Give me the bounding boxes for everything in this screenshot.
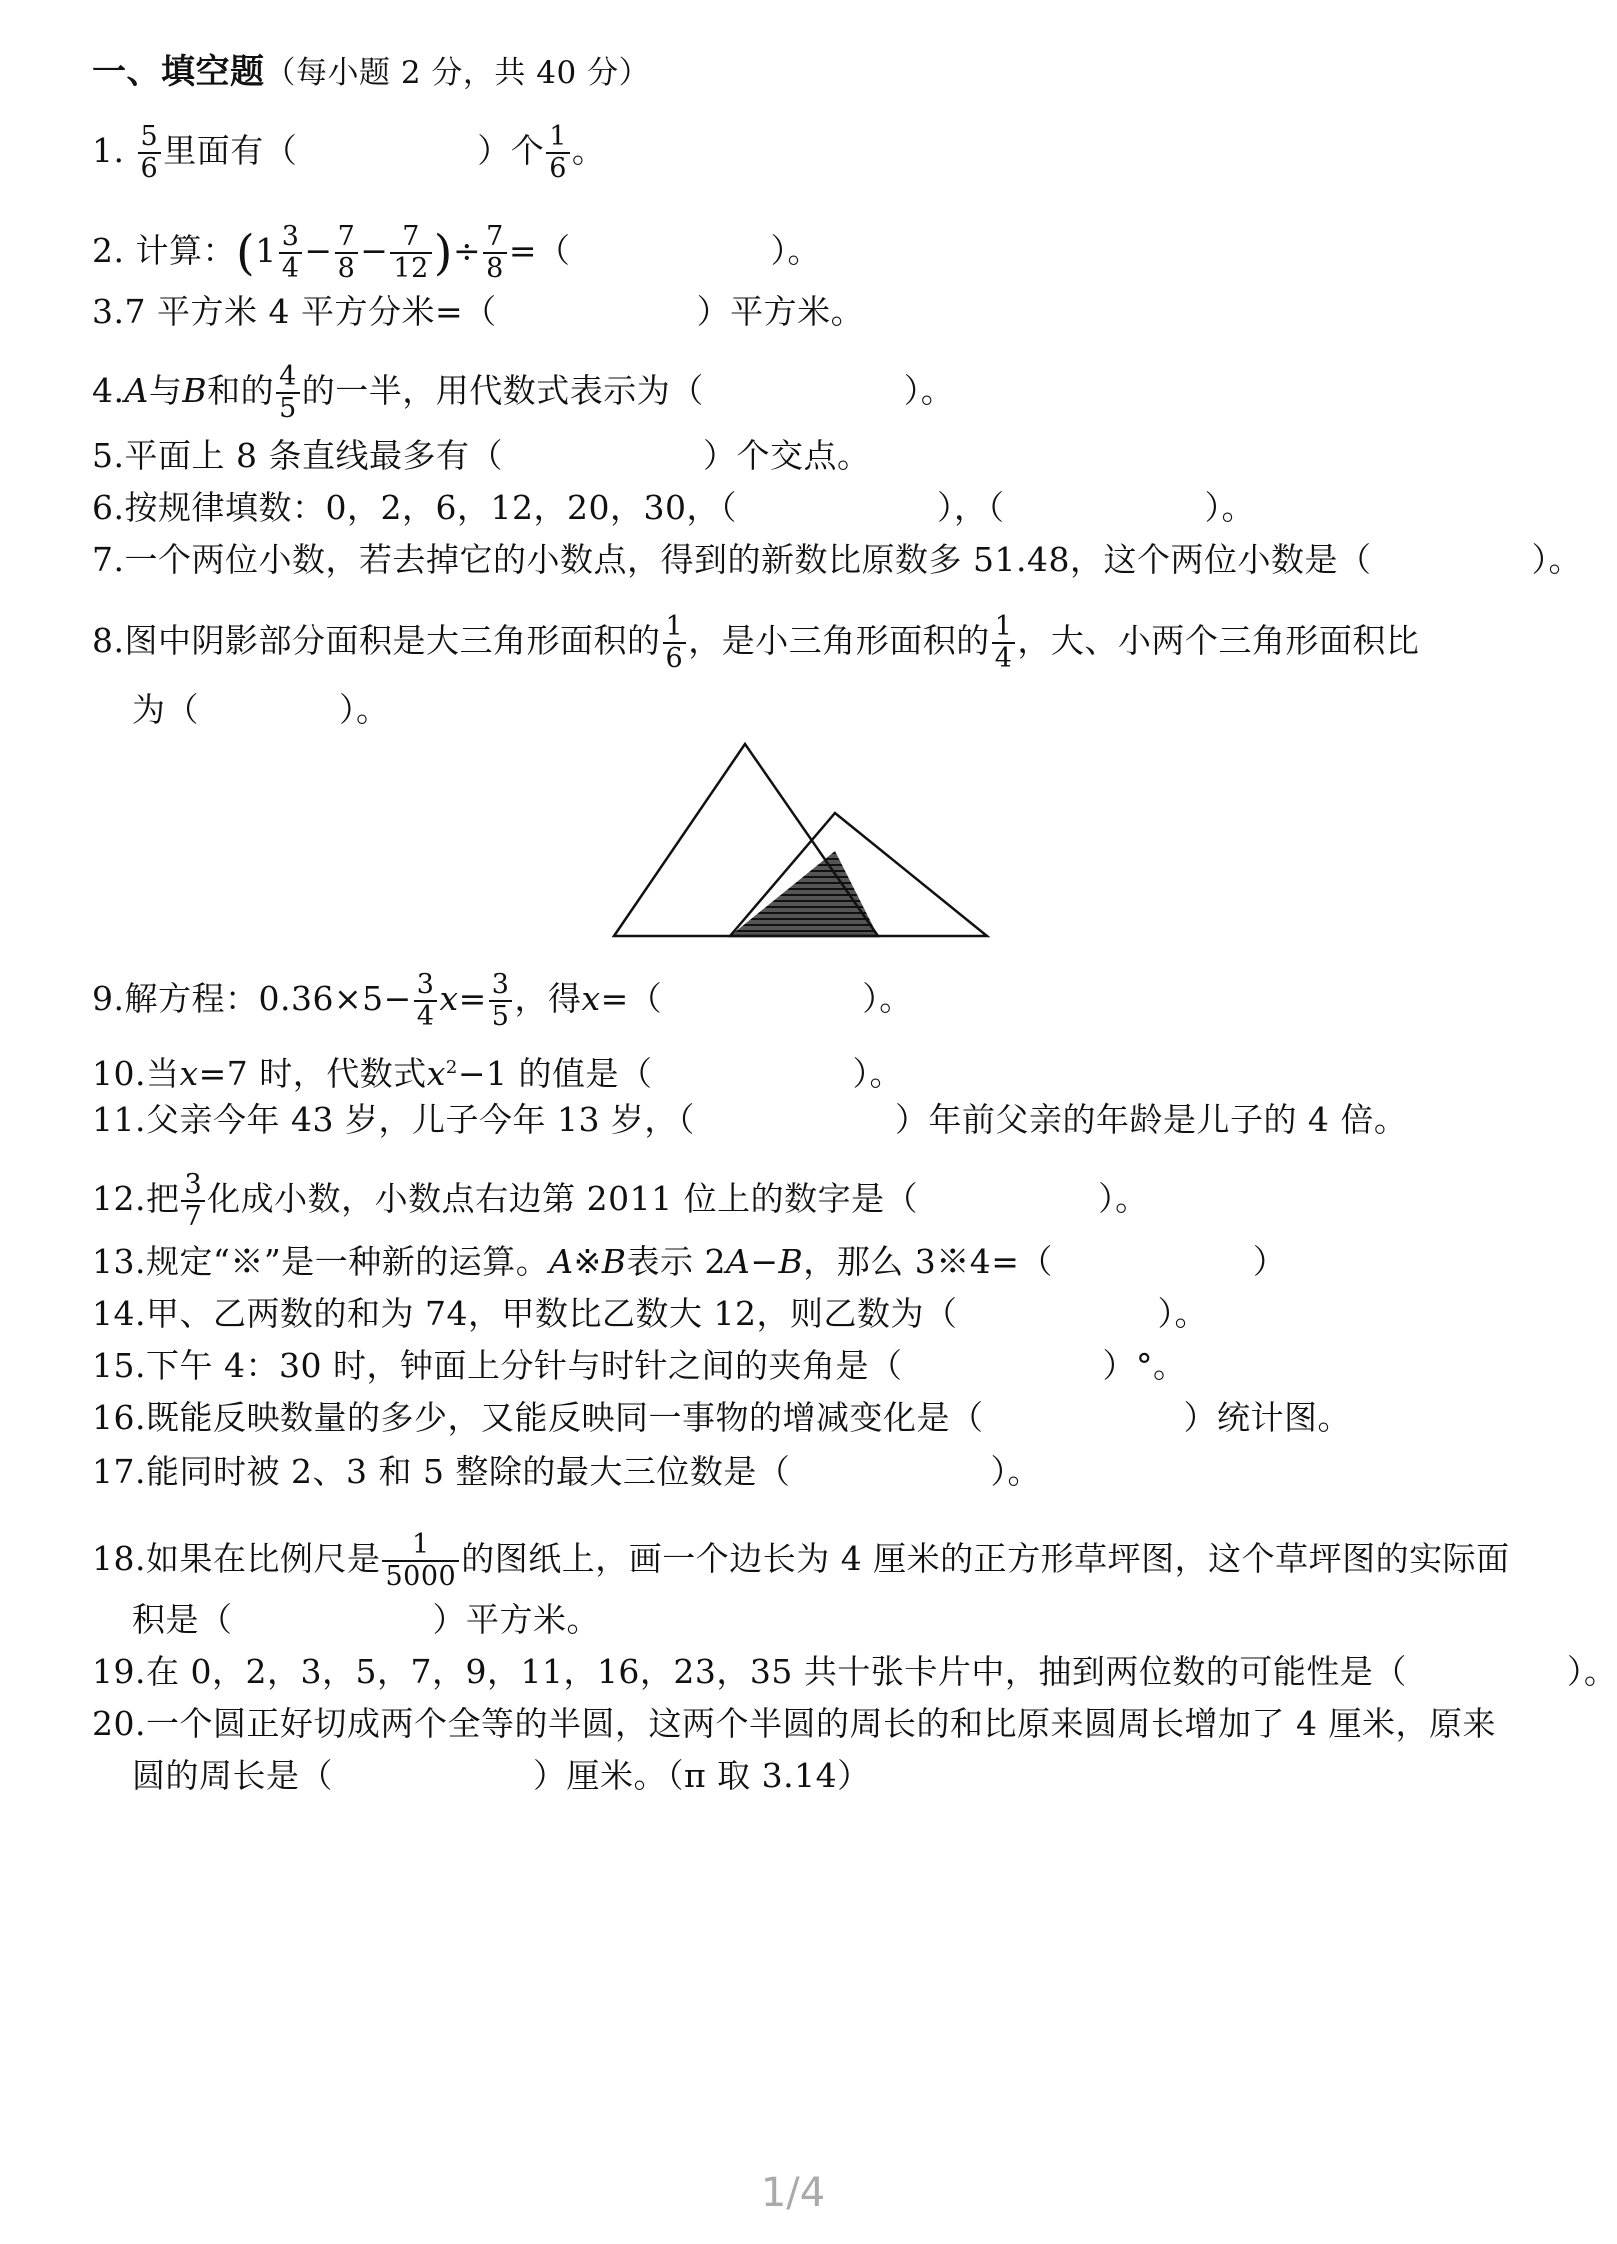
question-text: ※ — [573, 1242, 602, 1281]
question-text: ）°。 — [1102, 1346, 1187, 1385]
question-text: ）。 — [770, 231, 822, 270]
fraction: $\frac{1}{5000}$ — [382, 1530, 459, 1592]
question-8 — [92, 612, 1419, 674]
question-text: 能同时被 2、3 和 5 整除的最大三位数是（ — [145, 1452, 791, 1491]
operator: ÷ — [453, 231, 482, 270]
shaded-region — [730, 851, 878, 936]
question-8-continued — [132, 690, 390, 730]
question-number: 14. — [92, 1294, 146, 1333]
question-number: 19. — [92, 1652, 146, 1691]
question-3 — [92, 292, 864, 332]
triangles-figure — [612, 736, 992, 946]
question-17 — [92, 1452, 1041, 1492]
question-text: 里面有（ — [163, 131, 298, 170]
question-12 — [92, 1170, 1149, 1232]
question-number: 1. — [92, 131, 125, 170]
question-4 — [92, 362, 954, 424]
question-text: ）。 — [1204, 488, 1255, 527]
question-text: 。 — [571, 131, 606, 170]
question-text: ）。 — [990, 1452, 1041, 1491]
question-number: 9. — [92, 979, 125, 1018]
variable: B — [601, 1242, 627, 1281]
question-text: 表示 2 — [626, 1242, 726, 1281]
question-text: ） — [1252, 1242, 1287, 1281]
question-text: 和的 — [207, 371, 275, 410]
question-text: 父亲今年 43 岁，儿子今年 13 岁，（ — [145, 1100, 695, 1139]
question-text: 一个圆正好切成两个全等的半圆，这两个半圆的周长的和比原来圆周长增加了 4 厘米，原来 — [145, 1704, 1496, 1743]
question-20 — [92, 1704, 1496, 1744]
question-text: ）。 — [903, 371, 955, 410]
question-6 — [92, 488, 1255, 528]
question-text: 在 0，2，3，5，7，9，11，16，23，35 共十张卡片中，抽到两位数的可能性是（ — [145, 1652, 1407, 1691]
question-text: 7 平方米 4 平方分米=（ — [124, 292, 497, 331]
variable: B — [182, 371, 208, 410]
question-15 — [92, 1346, 1186, 1386]
question-20-continued — [132, 1756, 871, 1796]
question-text: ，得 — [514, 979, 582, 1018]
question-text: ）平方米。 — [432, 1600, 600, 1639]
question-18 — [92, 1530, 1510, 1592]
fraction: $\frac{7}{8}$ — [483, 222, 507, 284]
fraction: $\frac{5}{6}$ — [138, 122, 162, 184]
question-number: 8. — [92, 621, 125, 660]
question-10 — [92, 1048, 903, 1094]
question-text: 的图纸上，画一个边长为 4 厘米的正方形草坪图，这个草坪图的实际面 — [461, 1539, 1510, 1578]
fraction: $\frac{1}{4}$ — [992, 612, 1016, 674]
question-number: 16. — [92, 1398, 146, 1437]
question-text: ）。 — [1157, 1294, 1208, 1333]
question-number: 20. — [92, 1704, 146, 1743]
question-text: 把 — [145, 1179, 180, 1218]
question-text: ）。 — [862, 979, 913, 1018]
question-5 — [92, 436, 870, 476]
whole-number: 1 — [255, 231, 277, 270]
question-text: 与 — [148, 371, 183, 410]
question-text: 的一半，用代数式表示为（ — [301, 371, 704, 410]
question-text: 计算： — [135, 231, 236, 270]
variable: A — [549, 1242, 574, 1281]
question-text: ，那么 3※4=（ — [803, 1242, 1053, 1281]
question-text: =7 时，代数式 — [198, 1054, 427, 1093]
fraction: $\frac{3}{7}$ — [181, 1170, 205, 1232]
question-9 — [92, 970, 913, 1032]
question-text: ）年前父亲的年龄是儿子的 4 倍。 — [894, 1100, 1408, 1139]
operator: − — [360, 231, 389, 270]
question-text: −1 的值是（ — [457, 1054, 653, 1093]
question-number: 12. — [92, 1179, 146, 1218]
question-text: ）统计图。 — [1183, 1398, 1351, 1437]
question-text: 化成小数，小数点右边第 2011 位上的数字是（ — [207, 1179, 919, 1218]
question-text: ）个交点。 — [702, 436, 871, 475]
question-18-continued — [132, 1600, 600, 1640]
fraction: $\frac{3}{5}$ — [489, 970, 513, 1032]
question-text: 图中阴影部分面积是大三角形面积的 — [124, 621, 661, 660]
fraction: $\frac{4}{5}$ — [276, 362, 300, 424]
question-number: 4. — [92, 371, 125, 410]
question-text: ）。 — [1098, 1179, 1149, 1218]
question-11 — [92, 1100, 1407, 1140]
question-text: =（ — [600, 979, 663, 1018]
question-text: ，大、小两个三角形面积比 — [1017, 621, 1420, 660]
question-text: 圆的周长是（ — [132, 1756, 333, 1795]
variable: B — [778, 1242, 804, 1281]
fraction: $\frac{1}{6}$ — [663, 612, 687, 674]
variable: x — [581, 979, 601, 1018]
question-text: 甲、乙两数的和为 74，甲数比乙数大 12，则乙数为（ — [145, 1294, 958, 1333]
question-text: =（ — [508, 231, 571, 270]
question-7 — [92, 540, 1582, 580]
variable: x — [426, 1054, 446, 1093]
fraction: $\frac{1}{6}$ — [546, 122, 570, 184]
question-number: 17. — [92, 1452, 146, 1491]
question-text: ），（ — [936, 488, 1005, 527]
question-number: 7. — [92, 540, 125, 579]
question-text: 解方程：0.36×5− — [124, 979, 412, 1018]
question-text: 如果在比例尺是 — [145, 1539, 381, 1578]
exponent: 2 — [445, 1057, 458, 1078]
question-text: ）厘米。（π 取 3.14） — [533, 1756, 871, 1795]
variable: A — [726, 1242, 751, 1281]
section-heading — [92, 52, 650, 93]
question-text: − — [750, 1242, 779, 1281]
question-text: 下午 4：30 时，钟面上分针与时针之间的夹角是（ — [145, 1346, 903, 1385]
question-text: ）平方米。 — [696, 292, 865, 331]
question-text: ，是小三角形面积的 — [688, 621, 990, 660]
question-number: 15. — [92, 1346, 146, 1385]
fraction: $\frac{3}{4}$ — [279, 222, 303, 284]
section-title: 一、填空题 — [92, 52, 265, 92]
operator: − — [304, 231, 333, 270]
question-text: 一个两位小数，若去掉它的小数点，得到的新数比原数多 51.48，这个两位小数是（ — [124, 540, 1372, 579]
question-text: ）。 — [1566, 1652, 1617, 1691]
question-number: 10. — [92, 1054, 146, 1093]
question-text: 规定“※”是一种新的运算。 — [145, 1242, 550, 1281]
question-1 — [92, 122, 605, 184]
fraction: $\frac{3}{4}$ — [414, 970, 438, 1032]
question-14 — [92, 1294, 1208, 1334]
variable: A — [124, 371, 149, 410]
question-text: 积是（ — [132, 1600, 233, 1639]
fraction: $\frac{7}{12}$ — [390, 222, 431, 284]
paren: ) — [433, 225, 454, 281]
question-text: ）。 — [339, 690, 390, 729]
question-text: = — [458, 979, 487, 1018]
question-19 — [92, 1652, 1617, 1692]
question-2 — [92, 222, 821, 284]
question-text: 为（ — [132, 690, 199, 729]
section-note: （每小题 2 分，共 40 分） — [264, 55, 651, 91]
question-text: 既能反映数量的多少，又能反映同一事物的增减变化是（ — [145, 1398, 984, 1437]
question-number: 11. — [92, 1100, 146, 1139]
question-number: 2. — [92, 231, 125, 270]
question-text: 按规律填数：0，2，6，12，20，30，（ — [124, 488, 737, 527]
question-text: ）。 — [1531, 540, 1582, 579]
question-number: 13. — [92, 1242, 146, 1281]
question-13 — [92, 1242, 1286, 1282]
variable: x — [439, 979, 459, 1018]
variable: x — [179, 1054, 199, 1093]
question-text: 当 — [145, 1054, 180, 1093]
question-number: 6. — [92, 488, 125, 527]
fraction: $\frac{7}{8}$ — [335, 222, 359, 284]
question-text: ）个 — [477, 131, 545, 170]
question-number: 5. — [92, 436, 125, 475]
question-text: 平面上 8 条直线最多有（ — [124, 436, 503, 475]
question-number: 18. — [92, 1539, 146, 1578]
question-16 — [92, 1398, 1351, 1438]
page-indicator: 1/4 — [760, 2170, 826, 2216]
question-number: 3. — [92, 292, 125, 331]
question-text: ）。 — [852, 1054, 903, 1093]
paren: ( — [236, 225, 256, 281]
